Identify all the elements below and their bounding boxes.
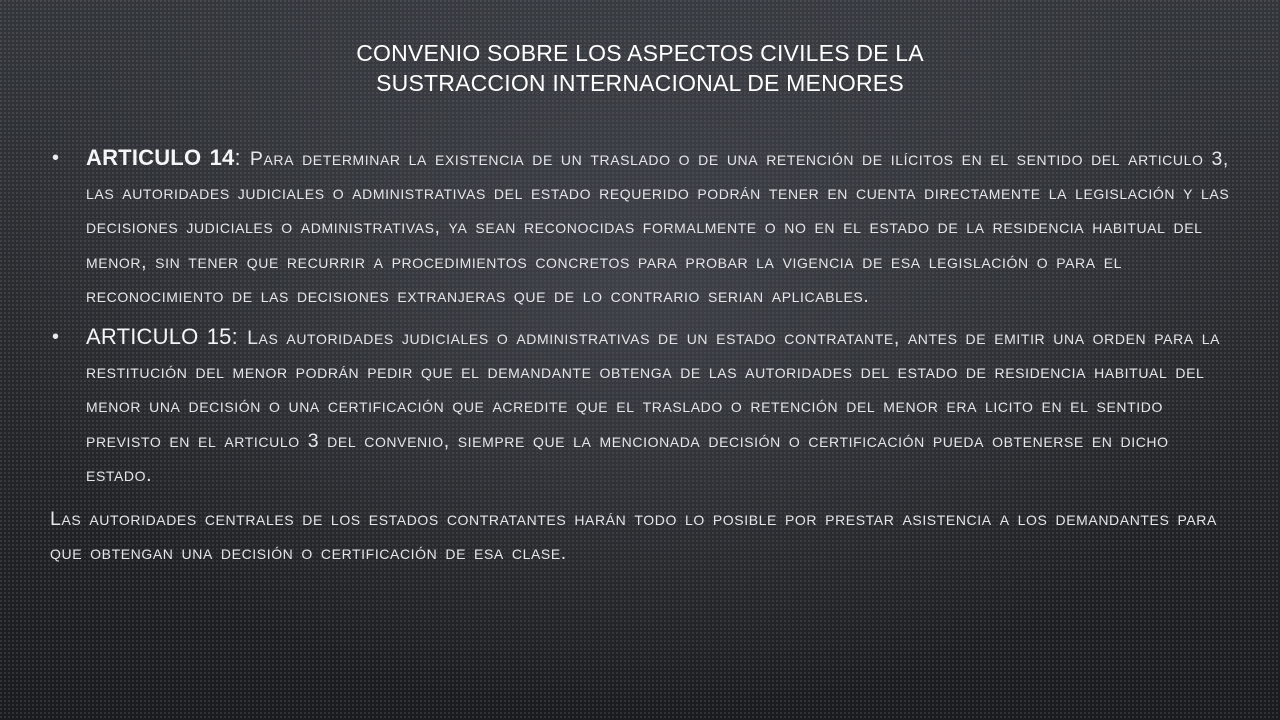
- article-14-separator: :: [234, 145, 250, 170]
- article-15-item: [50, 320, 1235, 492]
- article-15-separator: :: [231, 324, 248, 350]
- article-14-text: Para determinar la existencia de un traslado o de una retención de ilícitos en el sentido del articulo 3, las autoridades judiciales o administrativas del estado requerido podrán tener en cuenta directamente la legislación y las decisiones judiciales o administrativas, ya sean reconocidas formalmente o no en el estado de la residencia habitual del menor, sin tener que recurrir a procedimientos concretos para probar la vigencia de esa legislación o para el reconocimiento de las decisiones extranjeras que de lo contrario serian aplicables.: [86, 148, 1230, 307]
- title-line-1: CONVENIO SOBRE LOS ASPECTOS CIVILES DE LA: [356, 40, 924, 66]
- article-14-label: ARTICULO 14: [86, 145, 235, 170]
- page-title: [160, 38, 1120, 98]
- bullet-icon: •: [52, 147, 60, 169]
- article-14-item: [50, 141, 1235, 313]
- title-line-2: SUSTRACCION INTERNACIONAL DE MENORES: [376, 70, 904, 96]
- article-15-label: ARTICULO 15: [86, 324, 232, 350]
- closing-paragraph: Las autoridades centrales de los estados contratantes harán todo lo posible por prestar asistencia a los demandantes para que obtengan una decisión o certificación de esa clase.: [50, 508, 1217, 565]
- article-15-text: Las autoridades judiciales o administrativas de un estado contratante, antes de emitir una orden para la restitución del menor podrán pedir que el demandante obtenga de las autoridades del estado de residencia habitual del menor una decisión o una certificación que acredite que el traslado o retención del menor era licito en el sentido previsto en el articulo 3 del convenio, siempre que la mencionada decisión o certificación pueda obtenerse en dicho estado.: [86, 327, 1221, 486]
- bullet-icon: •: [52, 326, 60, 349]
- slide-body: [50, 141, 1235, 570]
